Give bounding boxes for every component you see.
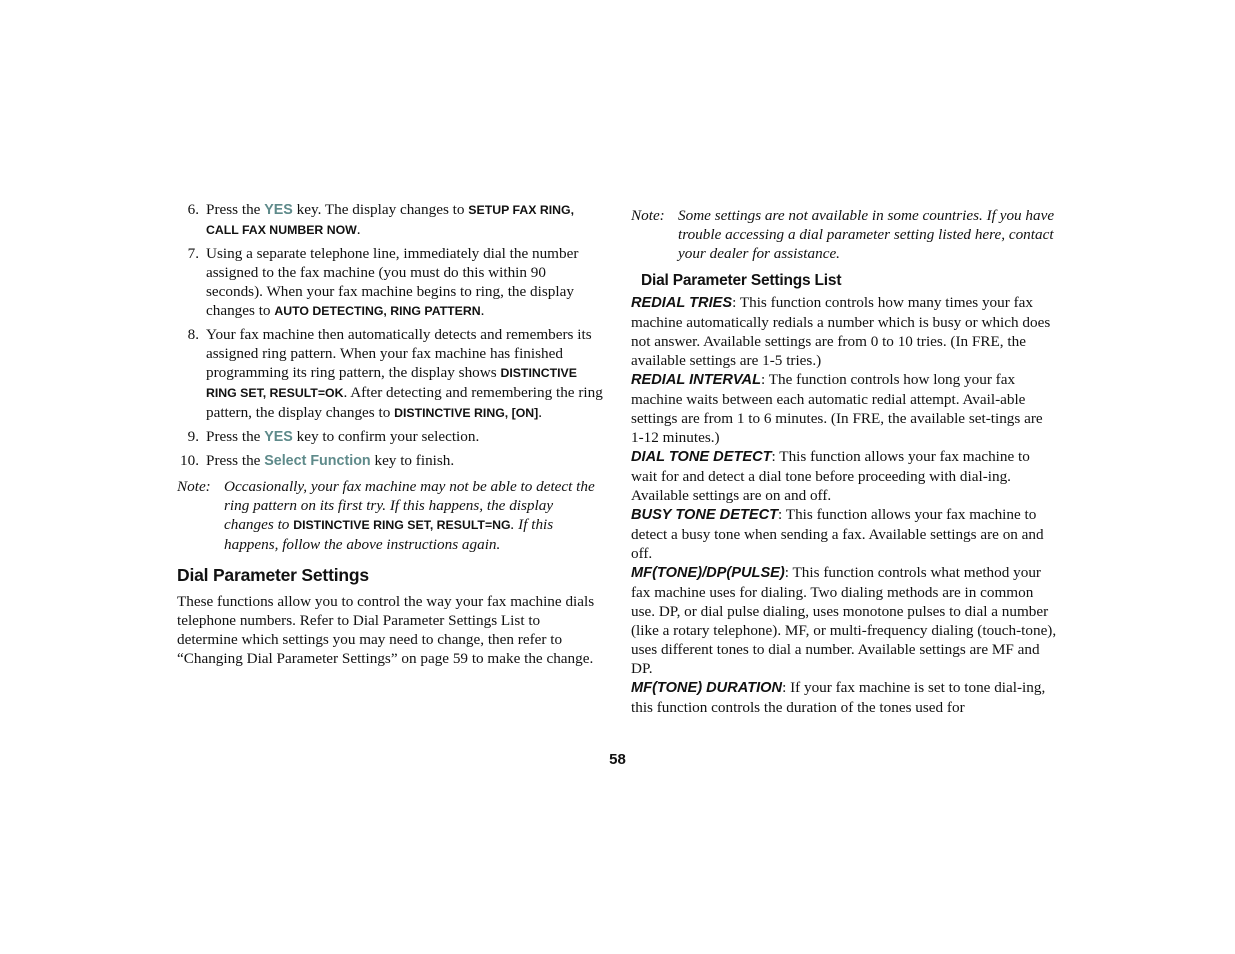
note-label: Note: [631, 207, 665, 224]
step-text: . [538, 404, 543, 421]
step-10 [177, 451, 603, 471]
page-number: 58 [609, 751, 626, 768]
step-number: 8. [187, 326, 199, 343]
yes-key-label: YES [264, 202, 293, 218]
setting-mf-duration [631, 678, 1059, 717]
setting-redial-interval [631, 370, 1059, 447]
setting-description: : If your fax machine is set to tone dial-ing, this function controls the duration of the tones used for [631, 679, 1046, 716]
setting-term: DIAL TONE DETECT [631, 449, 772, 465]
section-title: Dial Parameter Settings [177, 565, 369, 585]
step-text: Press the [206, 452, 265, 469]
step-number: 10. [180, 452, 199, 469]
note-text: . If this happens, follow the above instructions again. [224, 516, 554, 553]
display-message: SETUP FAX RING, CALL FAX NUMBER NOW [206, 203, 574, 237]
step-number: 6. [187, 201, 199, 218]
yes-key-label: YES [264, 429, 293, 445]
setting-term: REDIAL INTERVAL [631, 372, 761, 388]
display-message: DISTINCTIVE RING SET, RESULT=OK [206, 366, 577, 400]
setting-mf-dp [631, 563, 1059, 678]
step-text: key. The display changes to [292, 201, 469, 218]
display-message: AUTO DETECTING, RING PATTERN [274, 304, 481, 318]
step-text: key to confirm your selection. [292, 428, 480, 445]
step-7 [177, 244, 603, 321]
setting-description: : This function controls how many times your fax machine automatically redials a number which is busy or which does not answer. Available settings are from 0 to 10 tries. (In FRE, the available settings are 1-5 tries.) [631, 294, 1051, 369]
setting-busy-tone-detect [631, 505, 1059, 563]
note-text: Occasionally, your fax machine may not be able to detect the ring pattern on its first try. If this happens, the display changes to [224, 478, 595, 533]
setting-term: REDIAL TRIES [631, 295, 733, 311]
step-8 [177, 325, 603, 423]
availability-note [631, 206, 1059, 263]
step-text: Press the [206, 428, 265, 445]
display-message: DISTINCTIVE RING, [ON] [394, 406, 539, 420]
step-text: Using a separate telephone line, immediately dial the number assigned to the fax machine (you must do this within 90 seconds). When your fax machine begins to ring, the display changes to [206, 245, 579, 319]
setting-term: MF(TONE) DURATION [631, 680, 783, 696]
setting-dial-tone-detect [631, 447, 1059, 505]
display-message: DISTINCTIVE RING SET, RESULT=NG [293, 518, 511, 532]
setting-description: : This function controls what method your fax machine uses for dialing. Two dialing methods are in common use. DP, or dial pulse dialing, uses monotone pulses to dial a number (like a rotary telephone). MF, or multi-frequency dialing (touch-tone), uses different tones to dial a number. Available settings are MF and DP. [631, 564, 1057, 677]
select-function-key-label: Select Function [264, 453, 371, 469]
setting-description: : This function allows your fax machine to wait for and detect a dial tone before proceeding with dial-ing. Available settings are on and off. [631, 448, 1030, 504]
step-number: 9. [187, 428, 199, 445]
step-text: key to finish. [370, 452, 455, 469]
step-9 [177, 427, 603, 447]
step-6 [177, 200, 603, 240]
setting-description: : This function allows your fax machine to detect a busy tone when sending a fax. Available settings are on and off. [631, 506, 1044, 562]
setting-redial-tries [631, 293, 1059, 370]
note-label: Note: [177, 478, 211, 495]
setting-description: : The function controls how long your fax machine waits between each automatic redial attempt. Avail-able settings are from 1 to 6 minutes. (In FRE, the available set-tings are 1-12 minutes.) [631, 371, 1043, 446]
note-text: Some settings are not available in some countries. If you have trouble accessing a dial parameter setting listed here, contact your dealer for assistance. [678, 207, 1055, 262]
ring-detect-note [177, 477, 603, 554]
step-text: . [356, 221, 361, 238]
step-text: . After detecting and remembering the ring pattern, the display changes to [206, 384, 603, 421]
step-number: 7. [187, 245, 199, 262]
setting-term: MF(TONE)/DP(PULSE) [631, 565, 785, 581]
setting-term: BUSY TONE DETECT [631, 507, 779, 523]
step-text: Your fax machine then automatically detects and remembers its assigned ring pattern. When your fax machine has finished programming its ring pattern, the display shows [206, 326, 592, 381]
step-list [177, 200, 603, 471]
left-column [177, 200, 603, 668]
list-title: Dial Parameter Settings List [641, 272, 842, 289]
section-body: These functions allow you to control the way your fax machine dials telephone numbers. Refer to Dial Parameter Settings List to determine which settings you may need to change, then refer to “Changing Dial Parameter Settings” on page 59 to make the change. [177, 593, 595, 667]
right-column [631, 200, 1059, 717]
step-text: . [480, 302, 485, 319]
step-text: Press the [206, 201, 265, 218]
